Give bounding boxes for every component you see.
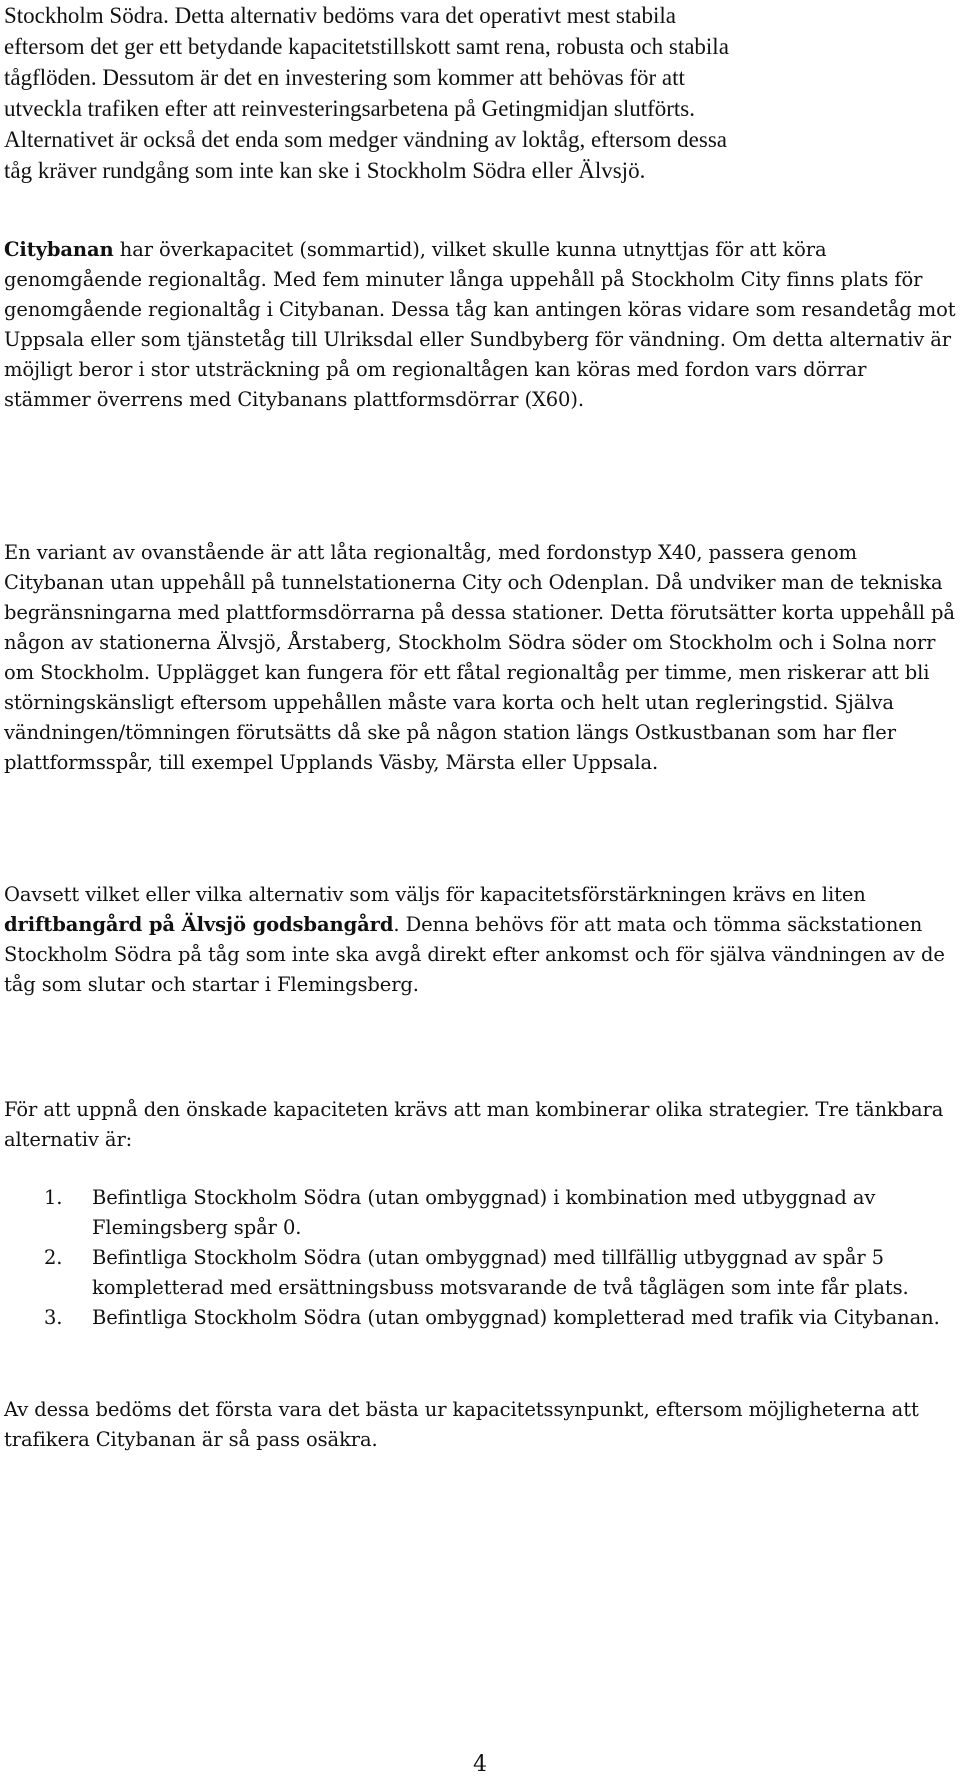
paragraph-text: Oavsett vilket eller vilka alternativ som väljs för kapacitetsförstärkningen krävs en liten	[4, 883, 866, 906]
paragraph-variant-x40: En variant av ovanstående är att låta regionaltåg, med fordonstyp X40, passera genom Citybanan utan uppehåll på tunnelstationerna City och Odenplan. Då undviker man de tekniska begränsningarna med plattformsdörrarna på dessa stationer. Detta förutsätter korta uppehåll på någon av stationerna Älvsjö, Årstaberg, Stockholm Södra söder om Stockholm och i Solna norr om Stockholm. Upplägget kan fungera för ett fåtal regionaltåg per timme, men riskerar att bli störningskänsligt eftersom uppehållen måste vara korta och helt utan regleringstid. Själva vändningen/tömningen förutsätts då ske på någon station längs Ostkustbanan som har fler plattformsspår, till exempel Upplands Väsby, Märsta eller Uppsala.	[4, 541, 955, 774]
list-number: 1.	[44, 1186, 63, 1209]
paragraph-strategies-intro: För att uppnå den önskade kapaciteten krävs att man kombinerar olika strategier. Tre tänkbara alternativ är:	[4, 1098, 944, 1151]
paragraph-stockholm-sodra	[4, 0, 729, 186]
list-item	[4, 1243, 956, 1303]
list-number: 2.	[44, 1246, 63, 1269]
text-line: utveckla trafiken efter att reinvesteringsarbetena på Getingmidjan slutförts.	[4, 96, 696, 121]
page-number: 4	[473, 1752, 487, 1777]
text-line: Stockholm Södra. Detta alternativ bedöms vara det operativt mest stabila	[4, 3, 676, 28]
list-item	[4, 1183, 956, 1243]
list-item-text: Befintliga Stockholm Södra (utan ombyggnad) med tillfällig utbyggnad av spår 5 kompletterad med ersättningsbuss motsvarande de två tåglägen som inte får plats.	[92, 1246, 909, 1299]
paragraph-text: har överkapacitet (sommartid), vilket skulle kunna utnyttjas för att köra genomgående regionaltåg. Med fem minuter långa uppehåll på Stockholm City finns plats för genomgående regionaltåg i Citybanan. Dessa tåg kan antingen köras vidare som resandetåg mot Uppsala eller som tjänstetåg till Ulriksdal eller Sundbyberg för vändning. Om detta alternativ är möjligt beror i stor utsträckning på om regionaltågen kan köras med fordon vars dörrar stämmer överrens med Citybanans plattformsdörrar (X60).	[4, 238, 956, 411]
paragraph-driftbangard	[4, 880, 956, 1000]
alternatives-list	[4, 1183, 956, 1333]
list-number: 3.	[44, 1306, 63, 1329]
list-item-text: Befintliga Stockholm Södra (utan ombyggnad) i kombination med utbyggnad av Flemingsberg spår 0.	[92, 1186, 876, 1239]
term-driftbangard: driftbangård på Älvsjö godsbangård	[4, 913, 394, 936]
text-line: tåg kräver rundgång som inte kan ske i Stockholm Södra eller Älvsjö.	[4, 158, 646, 183]
list-item-text: Befintliga Stockholm Södra (utan ombyggnad) kompletterad med trafik via Citybanan.	[92, 1306, 940, 1329]
text-line: eftersom det ger ett betydande kapacitetstillskott samt rena, robusta och stabila	[4, 34, 729, 59]
paragraph-text: . Denna behövs för att mata och tömma säckstationen Stockholm Södra på tåg som inte ska avgå direkt efter ankomst och för själva vändningen av de tåg som slutar och startar i Flemingsberg.	[4, 913, 945, 996]
term-citybanan: Citybanan	[4, 238, 114, 261]
list-item	[4, 1303, 956, 1333]
text-line: Alternativet är också det enda som medger vändning av loktåg, eftersom dessa	[4, 127, 727, 152]
text-line: tågflöden. Dessutom är det en investering som kommer att behövas för att	[4, 65, 685, 90]
paragraph-conclusion: Av dessa bedöms det första vara det bästa ur kapacitetssynpunkt, eftersom möjligheterna att trafikera Citybanan är så pass osäkra.	[4, 1398, 919, 1451]
paragraph-citybanan	[4, 235, 956, 415]
